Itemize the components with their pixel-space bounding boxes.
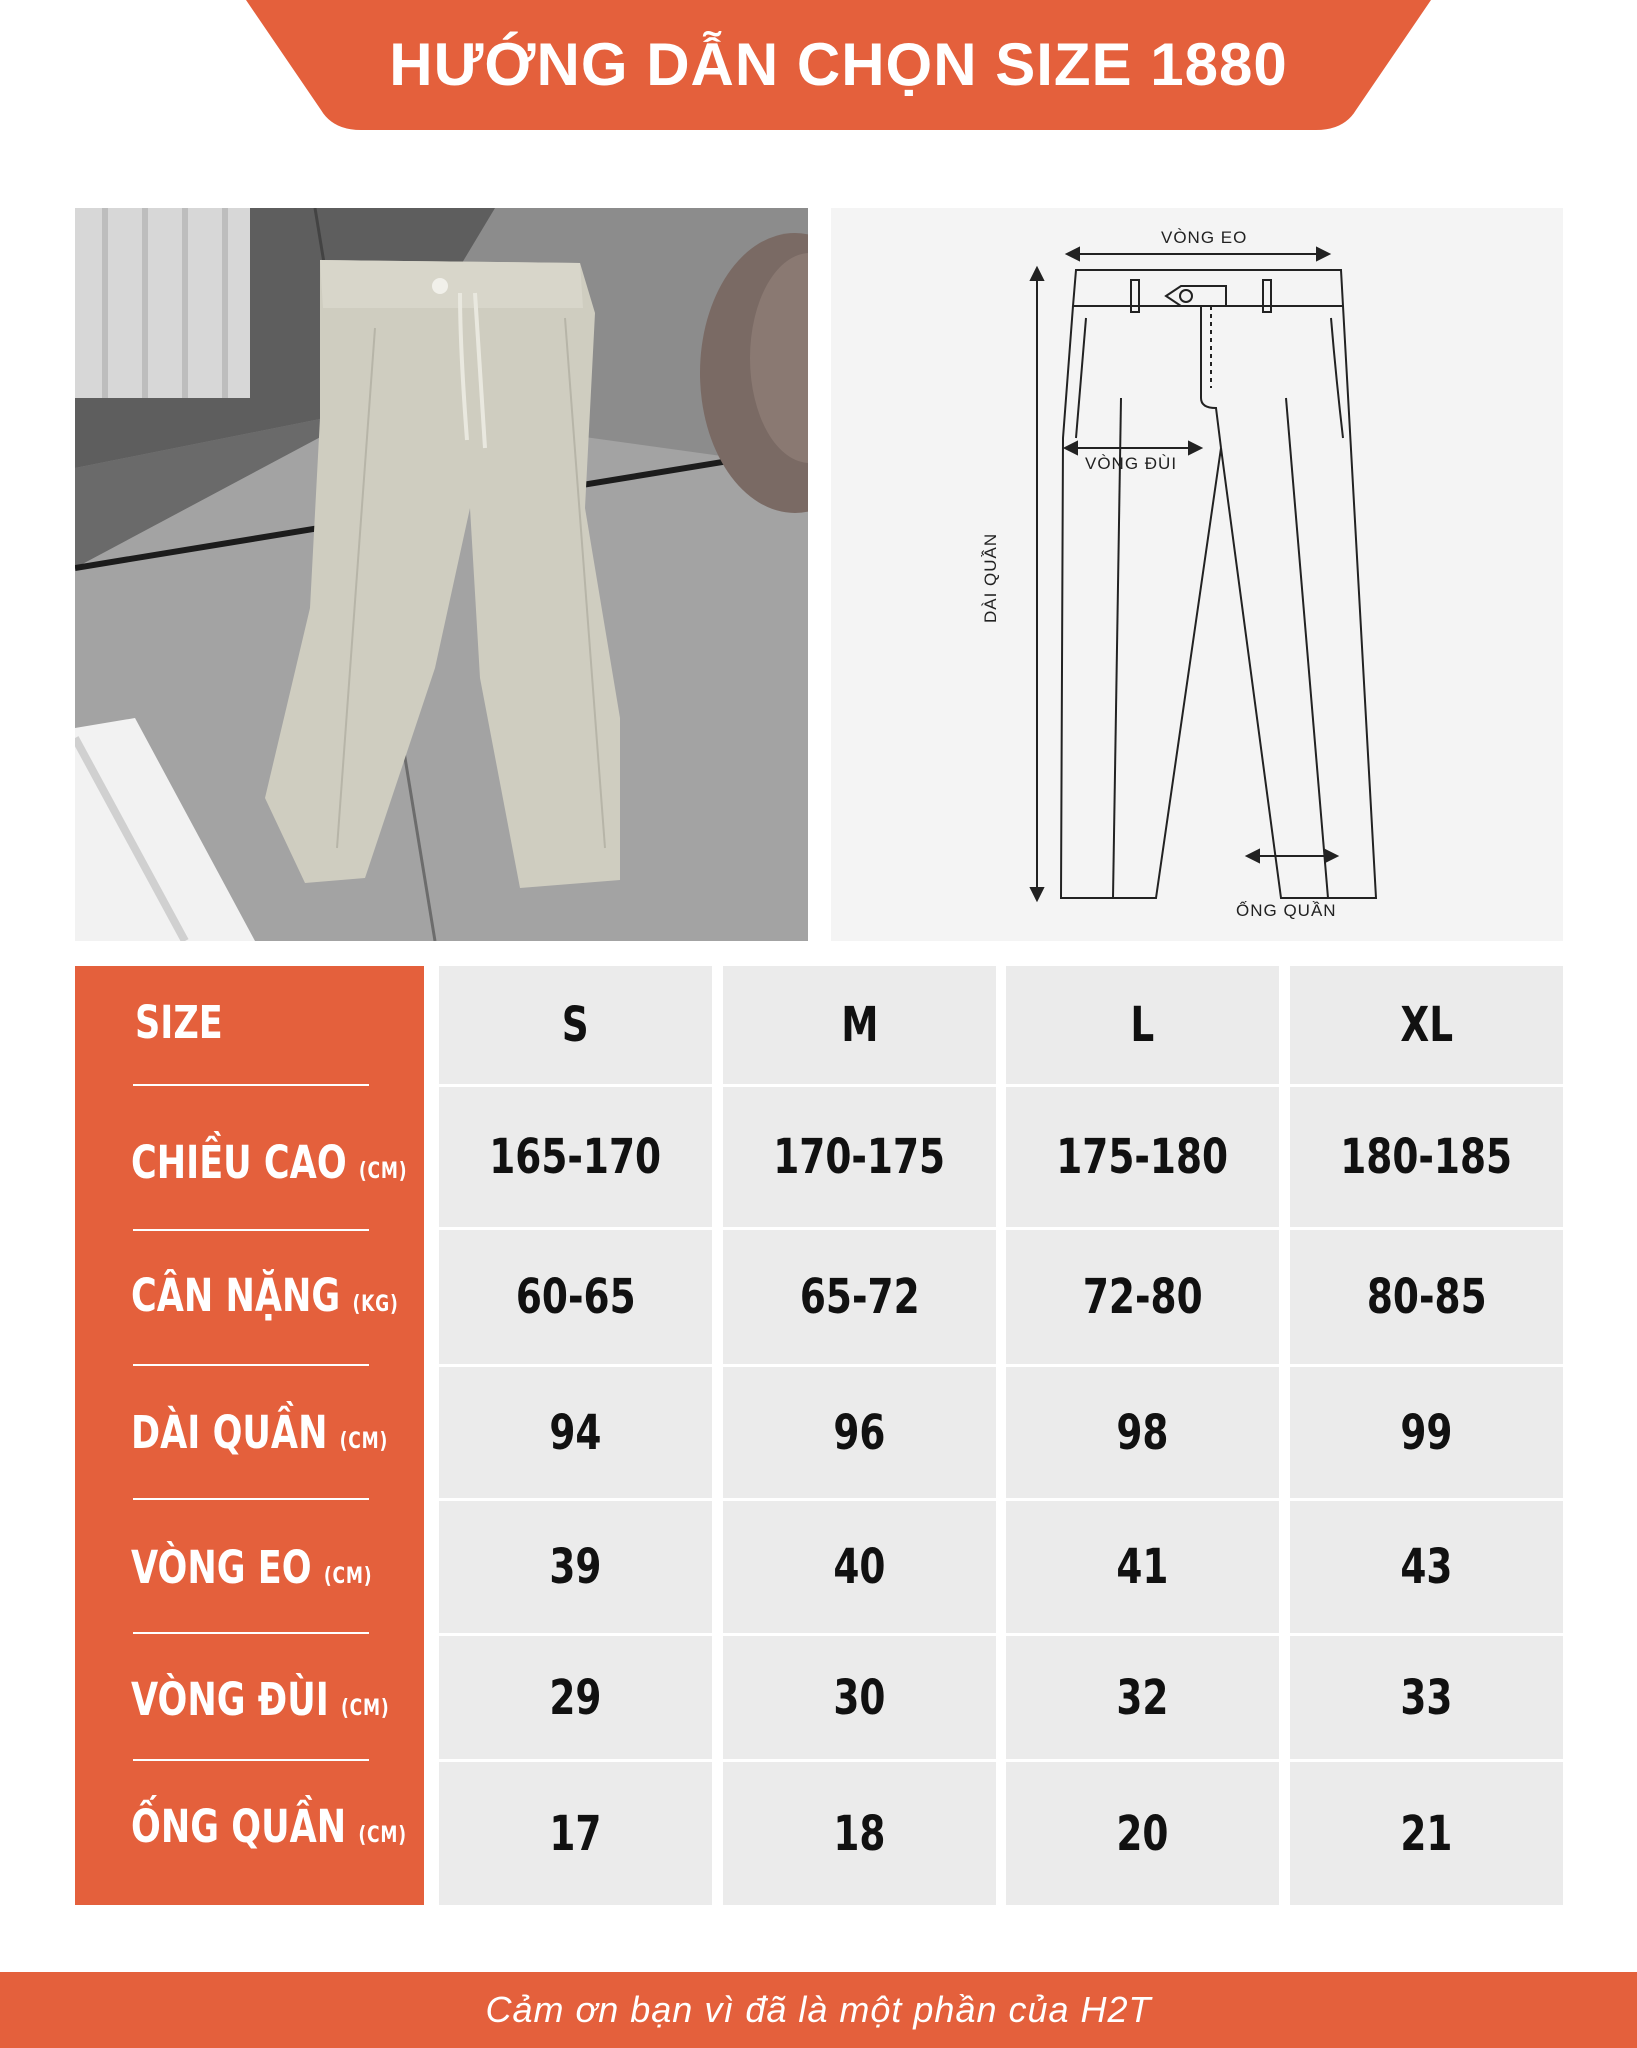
page-title: HƯỚNG DẪN CHỌN SIZE 1880 (389, 31, 1288, 98)
table-cell: 21 (1290, 1762, 1563, 1905)
table-cell: 32 (1006, 1636, 1279, 1759)
size-header-xl: XL (1290, 966, 1563, 1084)
table-cell: 65-72 (723, 1230, 996, 1364)
divider (133, 1229, 369, 1231)
row-label-height: CHIỀU CAO (CM) (131, 1136, 408, 1189)
table-cell: 60-65 (439, 1230, 712, 1364)
table-cell: 18 (723, 1762, 996, 1905)
waist-label: VÒNG EO (1161, 228, 1248, 247)
table-cell: 180-185 (1290, 1087, 1563, 1227)
title-banner (246, 0, 1431, 130)
table-cell: 33 (1290, 1636, 1563, 1759)
table-cell: 41 (1006, 1501, 1279, 1633)
table-cell: 175-180 (1006, 1087, 1279, 1227)
table-cell: 43 (1290, 1501, 1563, 1633)
footer-text: Cảm ơn bạn vì đã là một phần của H2T (485, 1989, 1152, 2030)
hem-label: ỐNG QUẦN (1236, 901, 1337, 920)
row-label-weight: CÂN NẶNG (KG) (131, 1269, 399, 1322)
divider (133, 1364, 369, 1366)
row-label-waist: VÒNG EO (CM) (131, 1541, 373, 1594)
row-label-length: DÀI QUẦN (CM) (131, 1406, 389, 1459)
measurement-diagram (831, 208, 1563, 941)
footer-banner (0, 1972, 1637, 2048)
table-cell: 165-170 (439, 1087, 712, 1227)
table-cell: 17 (439, 1762, 712, 1905)
size-header-label: SIZE (135, 996, 223, 1049)
divider (133, 1498, 369, 1500)
table-cell: 96 (723, 1367, 996, 1498)
trousers-outline-icon (831, 208, 1563, 941)
table-cell: 30 (723, 1636, 996, 1759)
divider (133, 1632, 369, 1634)
table-cell: 29 (439, 1636, 712, 1759)
size-header-s: S (439, 966, 712, 1084)
thigh-label: VÒNG ĐÙI (1085, 454, 1178, 473)
table-cell: 98 (1006, 1367, 1279, 1498)
table-cell: 170-175 (723, 1087, 996, 1227)
table-cell: 99 (1290, 1367, 1563, 1498)
divider (133, 1084, 369, 1086)
table-cell: 80-85 (1290, 1230, 1563, 1364)
table-cell: 72-80 (1006, 1230, 1279, 1364)
table-cell: 20 (1006, 1762, 1279, 1905)
row-label-hem: ỐNG QUẦN (CM) (131, 1800, 407, 1853)
size-header-m: M (723, 966, 996, 1084)
table-cell: 39 (439, 1501, 712, 1633)
length-label: DÀI QUẦN (981, 532, 1000, 623)
table-cell: 40 (723, 1501, 996, 1633)
divider (133, 1759, 369, 1761)
row-label-column (75, 966, 424, 1905)
product-photo (75, 208, 808, 941)
size-header-l: L (1006, 966, 1279, 1084)
table-cell: 94 (439, 1367, 712, 1498)
row-label-thigh: VÒNG ĐÙI (CM) (131, 1673, 390, 1726)
